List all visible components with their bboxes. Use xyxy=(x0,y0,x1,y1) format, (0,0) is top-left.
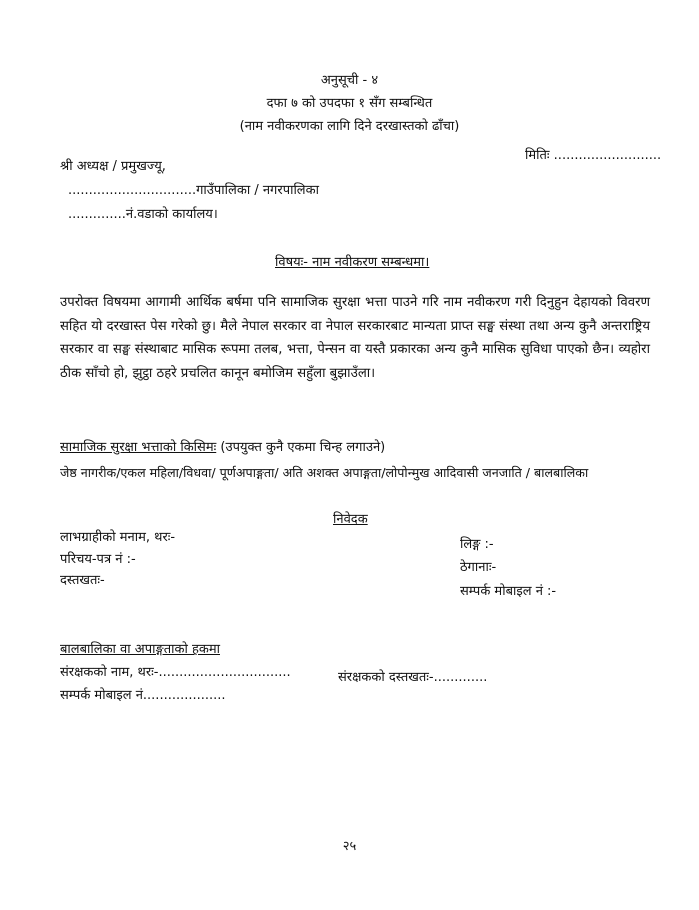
guardian-signature-field: संरक्षकको दस्तखतः-............. xyxy=(338,670,488,685)
beneficiary-name-field: लाभग्राहीको मनाम, थरः- xyxy=(60,530,176,545)
allowance-options: जेष्ठ नागरीक/एकल महिला/विधवा/ पूर्णअपाङ्गता/ अति अशक्त अपाङ्गता/लोपोन्मुख आदिवासी जनजाति / बालबालिका xyxy=(60,465,589,480)
gender-field: लिङ्ग :- xyxy=(460,537,494,552)
address-ward-office: ..............नं.वडाको कार्यालय। xyxy=(68,207,218,222)
guardian-heading: बालबालिका वा अपाङ्गताको हकमा xyxy=(60,642,220,657)
section-reference: दफा ७ को उपदफा १ सँग सम्बन्धित xyxy=(266,96,433,111)
allowance-type-row xyxy=(60,437,385,455)
application-body: उपरोक्त विषयमा आगामी आर्थिक बर्षमा पनि सामाजिक सुरक्षा भत्ता पाउने गरि नाम नवीकरण गरी दिनुहुन देहायको विवरण सहित यो दरखास्त पेस गरेको छु। मैले नेपाल सरकार वा नेपाल सरकारबाट मान्यता प्राप्त सङ्घ संस्था तथा अन्य कुनै अन्तराष्ट्रिय सरकार वा सङ्घ संस्थाबाट मासिक रूपमा तलब, भत्ता, पेन्सन वा यस्तै प्रकारका अन्य कुनै मासिक सुविधा पाएको छैन। व्यहोरा ठीक साँचो हो, झुट्ठा ठहरे प्रचलित कानून बमोजिम सहुँला बुझाउँला। xyxy=(60,295,650,381)
address-recipient: श्री अध्यक्ष / प्रमुखज्यू, xyxy=(60,159,166,174)
page-number: २५ xyxy=(342,839,357,854)
applicant-heading: निवेदक xyxy=(333,512,368,527)
applicant-mobile-field: सम्पर्क मोबाइल नं :- xyxy=(460,584,557,599)
schedule-label: अनुसूची - ४ xyxy=(320,73,379,88)
signature-field: दस्तखतः- xyxy=(60,573,105,588)
subject-line: विषयः- नाम नवीकरण सम्बन्धमा। xyxy=(275,255,430,270)
address-municipality: ...............................गाउँपालिका / नगरपालिका xyxy=(68,183,319,198)
form-title: (नाम नवीकरणका लागि दिने दरखास्तको ढाँचा) xyxy=(239,119,460,134)
guardian-mobile-field: सम्पर्क मोबाइल नं.................... xyxy=(60,688,226,703)
allowance-type-heading: सामाजिक सुरक्षा भत्ताको किसिमः xyxy=(60,440,217,455)
id-card-field: परिचय-पत्र नं :- xyxy=(60,552,136,567)
date-field: मितिः .......................... xyxy=(525,148,662,163)
applicant-address-field: ठेगानाः- xyxy=(460,560,497,575)
allowance-type-note: (उपयुक्त कुनै एकमा चिन्ह लगाउने) xyxy=(220,440,386,455)
guardian-name-field: संरक्षकको नाम, थरः-................................ xyxy=(60,665,291,680)
